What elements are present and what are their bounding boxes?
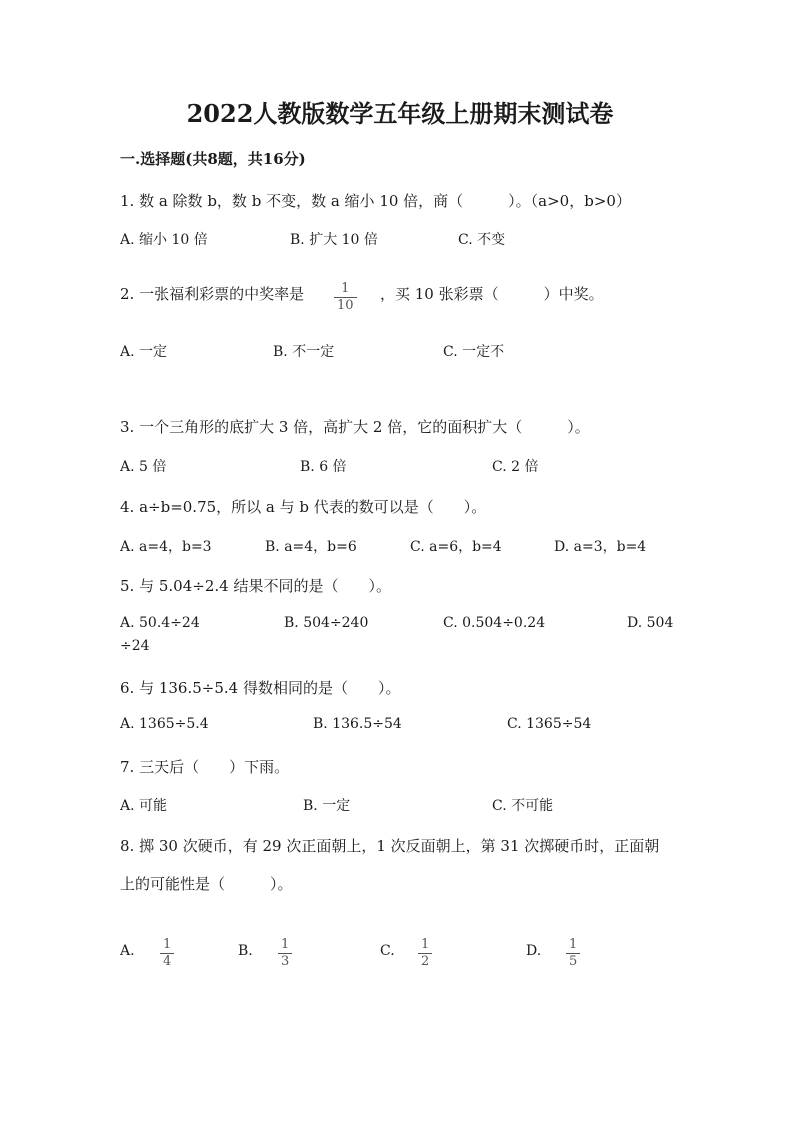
q2-option-c: C. 一定不 [443,344,505,360]
q5-option-c: C. 0.504÷0.24 [443,615,546,631]
q7-option-c: C. 不可能 [492,798,554,814]
q8-b-numerator: 1 [281,937,290,952]
question-8-text-line2: 上的可能性是（ ）。 [120,875,293,893]
q6-option-b: B. 136.5÷54 [313,716,402,732]
section-heading: 一.选择题(共8题，共16分) [120,150,306,168]
q2-fraction-denominator: 10 [337,298,354,314]
q2-fraction [334,277,357,314]
q8-option-a-fraction [160,933,174,970]
q8-c-denominator: 2 [421,954,430,970]
q8-c-numerator: 1 [421,937,430,952]
q8-a-denominator: 4 [163,954,172,970]
q6-option-a: A. 1365÷5.4 [120,716,209,732]
question-8-text: 8. 掷 30 次硬币，有 29 次正面朝上，1 次反面朝上，第 31 次掷硬币时，正面朝 [120,837,660,855]
q3-option-a: A. 5 倍 [120,459,167,475]
q2-option-a: A. 一定 [120,344,168,360]
q8-option-a-label: A. [120,943,135,959]
q8-option-d-fraction [566,933,580,970]
q8-option-d-label: D. [526,943,542,959]
question-4-text: 4. a÷b=0.75，所以 a 与 b 代表的数可以是（ ）。 [120,498,487,516]
q4-option-d: D. a=3，b=4 [554,539,647,555]
q8-b-denominator: 3 [281,954,290,970]
q4-option-b: B. a=4，b=6 [265,539,357,555]
question-5-text: 5. 与 5.04÷2.4 结果不同的是（ ）。 [120,577,391,595]
q3-option-c: C. 2 倍 [492,459,539,475]
q4-option-a: A. a=4，b=3 [120,539,212,555]
q7-option-a: A. 可能 [120,798,168,814]
page-title: 2022人教版数学五年级上册期末测试卷 [186,99,614,128]
q3-option-b: B. 6 倍 [300,459,347,475]
q5-option-b: B. 504÷240 [284,615,369,631]
q5-option-d-continued: ÷24 [120,638,150,654]
question-6-text: 6. 与 136.5÷5.4 得数相同的是（ ）。 [120,679,401,697]
q6-option-c: C. 1365÷54 [507,716,592,732]
q8-d-numerator: 1 [569,937,578,952]
q5-option-d: D. 504 [627,615,674,631]
q1-option-b: B. 扩大 10 倍 [290,232,378,248]
question-2-text-before: 2. 一张福利彩票的中奖率是 [120,285,305,303]
question-2-text-after: ，买 10 张彩票（ ）中奖。 [380,285,604,303]
q8-option-b-label: B. [238,943,253,959]
q1-option-c: C. 不变 [458,232,506,248]
question-7-text: 7. 三天后（ ）下雨。 [120,758,290,776]
q8-option-c-fraction [418,933,432,970]
q4-option-c: C. a=6，b=4 [410,539,502,555]
q2-fraction-numerator: 1 [341,281,350,296]
q7-option-b: B. 一定 [303,798,351,814]
question-1-text: 1. 数 a 除数 b，数 b 不变，数 a 缩小 10 倍，商（ ）。（a>0，b>0） [120,192,631,210]
q8-option-b-fraction [278,933,292,970]
question-3-text: 3. 一个三角形的底扩大 3 倍，高扩大 2 倍，它的面积扩大（ ）。 [120,418,590,436]
q8-d-denominator: 5 [569,954,578,970]
q5-option-a: A. 50.4÷24 [120,615,200,631]
q1-option-a: A. 缩小 10 倍 [120,232,208,248]
q2-option-b: B. 不一定 [273,344,335,360]
q8-a-numerator: 1 [163,937,172,952]
q8-option-c-label: C. [380,943,395,959]
